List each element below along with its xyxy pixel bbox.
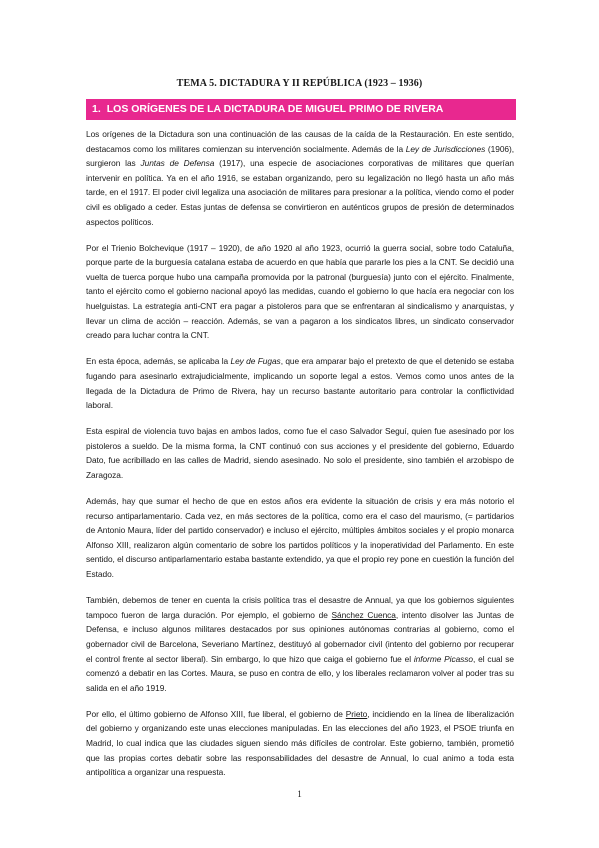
text-run: También, debemos de tener en cuenta la crisis política tras el desastre de Annual, ya que los gobiernos siguientes tampoco fueron de larga duración. Por ejemplo, el gobierno de [86,595,514,620]
text-run: Por ello, el último gobierno de Alfonso XIII, fue liberal, el gobierno de [86,708,346,719]
text-run: (1906), surgieron las [86,143,514,169]
italic-term: informe Picasso [413,653,474,664]
section-number: 1. [92,103,101,115]
body-text [86,127,514,791]
italic-term: Juntas de Defensa [140,158,215,169]
paragraph [86,127,514,229]
text-run: Los orígenes de la Dictadura son una continuación de las causas de la caída de la Restauración. En este sentido, destacamos como los militares comienzan su intervención socialmente. Además de la [86,129,514,154]
text-run: , intento disolver las Juntas de Defensa, e incluso algunos militares destacados por sus opiniones autónomas contrarias al gobierno, como el gobernador civil de Barcelona, Severiano Martínez, destituyó al gobernador civil (intento del gobierno por recuperar el control frente al sector liberal). Sin embargo, lo que hizo que caiga el gobierno fue el [86,609,514,664]
text-run: Esta espiral de violencia tuvo bajas en ambos lados, como fue el caso Salvador Seguí, quien fue asesinado por los pistoleros a sueldo. De la misma forma, la CNT continuó con sus acciones y el presidente del gobierno, Eduardo Dato, fue acribillado en las calles de Madrid, siendo asesinado. No solo el presidente, sino también el arzobispo de Zaragoza. [86,426,514,480]
text-run: En esta época, además, se aplicaba la [86,356,231,367]
page-number: 1 [297,789,302,799]
text-run: , que era amparar bajo el pretexto de que el detenido se estaba fugando para asesinarlo extrajudicialmente, implicando un soporte legal a estos. Vemos como unos antes de la llegada de la Dictadura de Primo de Rivera, hay un recurso bastante autoritario para controlar la conflictividad laboral. [86,356,515,411]
paragraph [86,494,514,582]
paragraph [86,424,514,482]
underlined-term: Sánchez Cuenca [331,609,396,620]
italic-term: Ley de Jurisdicciones [405,143,486,154]
underlined-term: Prieto [345,708,368,719]
text-run: Por el Trienio Bolchevique (1917 – 1920), de año 1920 al año 1923, ocurrió la guerra social, sobre todo Cataluña, porque parte de la burguesía catalana estaba de acuerdo en que había que pararle los pies a la CNT. Se decidió una vuelta de tuerca porque hubo una campaña promovida por la patronal (burguesía) junto con el ejército. Finalmente, tanto el ejército como el gobierno nacional apoyó las medidas, cuando el gobierno lo que hacía era negociar con los huelguistas. La estrategia anti-CNT era pagar a pistoleros para que se enfrentaran al sindicalismo y anarquistas, y llevar un clima de acción – reacción. Además, se van a pagaron a los sindicatos libres, un sindicato conservador creado para luchar contra la CNT. [86,242,514,341]
text-run: Además, hay que sumar el hecho de que en estos años era evidente la situación de crisis y era más notorio el recurso antiparlamentario. Cada vez, en más sectores de la política, como era el caso del maurismo, (= partidarios de Antonio Maura, líder del partido conservador) e incluso el ejército, múltiples ámbitos sociales y el propio monarca Alfonso XIII, realizaron algún comentario de sobre los partidos políticos y la inoperatividad del Parlamento. En este sentido, el discurso antiparlamentario estaba bastante extendido, ya que el propio rey pone en cuestión la función del Estado. [86,496,514,580]
text-run: , incidiendo en la línea de liberalización del gobierno y organizando este unas elecciones manipuladas. En las elecciones del año 1923, el PSOE triunfa en Madrid, lo cual indica que las ciudades siguen siendo más difíciles de controlar. Este gobierno, también, prometió que las propias cortes debatir sobre las responsabilidades del desastre de Annual, lo cual animo a toda esta antipolítica a organizar una respuesta. [86,708,514,778]
page-title: TEMA 5. DICTADURA Y II REPÚBLICA (1923 – 1936) [176,78,423,89]
section-heading [86,99,516,120]
section-heading-text: LOS ORÍGENES DE LA DICTADURA DE MIGUEL PRIMO DE RIVERA [106,103,444,115]
paragraph [86,241,514,343]
paragraph [86,593,514,695]
text-run: , el cual se comenzó a debatir en las Cortes. Maura, se puso en contra de ello, y los liberales reclamaron volver al poder tras su salida en el año 1919. [86,653,514,693]
text-run: (1917), una especie de asociaciones corporativas de militares que querían intervenir en política. Ya en el año 1916, se estaban organizando, pero su legalización no llegó hasta un año más tarde, en el 1917. El poder civil legaliza una asociación de militares para presionar a la política, viendo como el poder civil es obligado a ceder. Estas juntas de defensa se convirtieron en auténticos grupos de presión de determinados aspectos políticos. [86,158,514,227]
paragraph [86,707,514,780]
paragraph [86,354,514,412]
italic-term: Ley de Fugas [230,356,281,367]
